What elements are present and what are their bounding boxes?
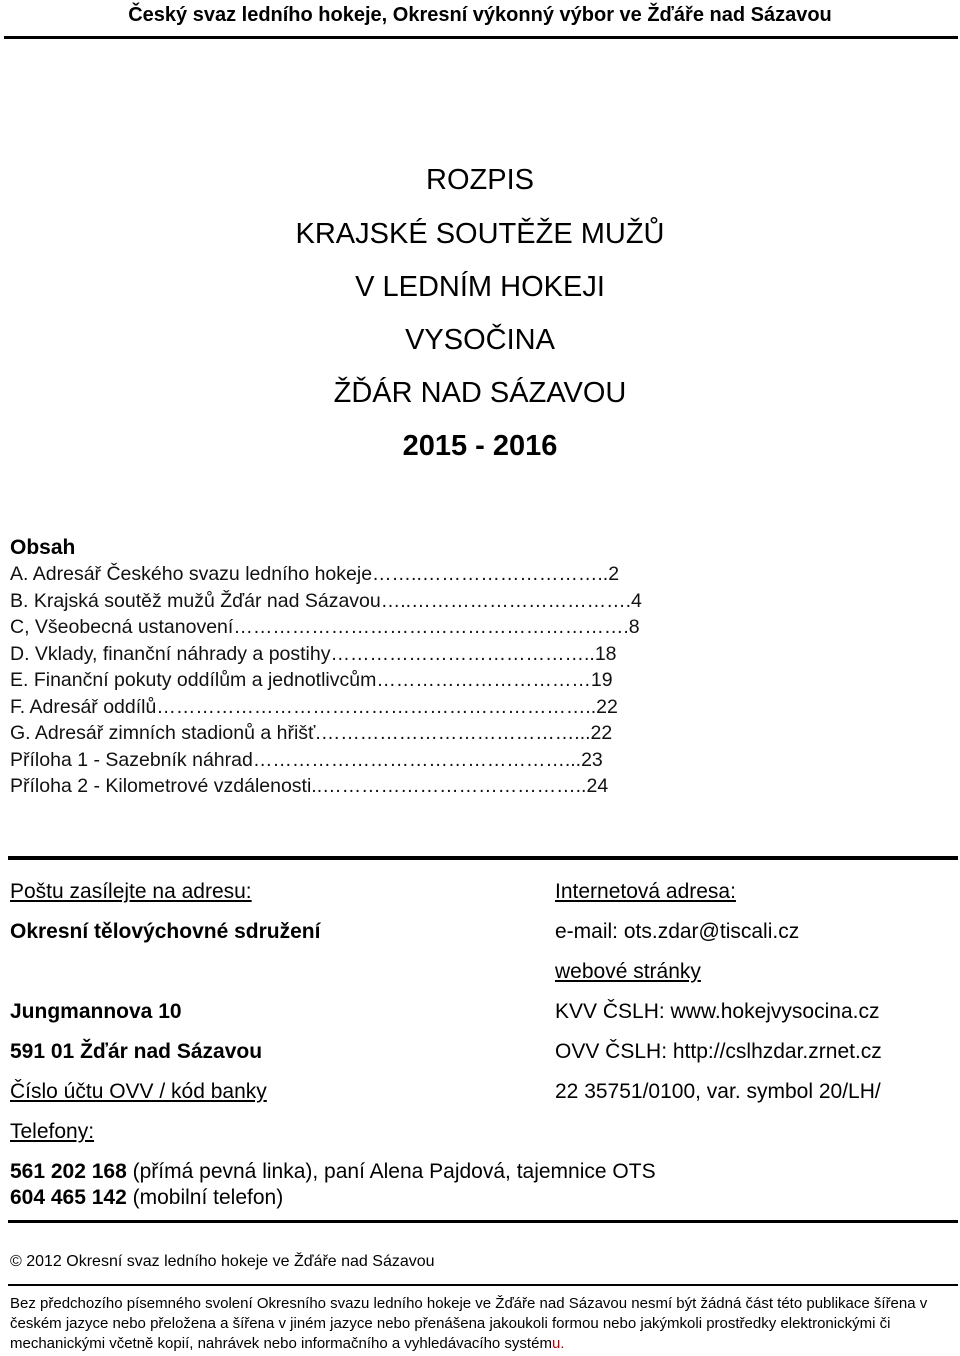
footer-divider — [8, 1220, 958, 1223]
internet-address-label: Internetová adresa: — [555, 880, 736, 903]
legal-notice — [10, 1294, 955, 1354]
bank-account-number: 22 35751/0100, var. symbol 20/LH/ — [555, 1080, 881, 1103]
bank-account-label: Číslo účtu OVV / kód banky — [10, 1080, 267, 1103]
phone-line-1 — [10, 1160, 656, 1184]
copyright-notice: © 2012 Okresní svaz ledního hokeje ve Žďáře nad Sázavou — [10, 1253, 435, 1270]
phones-label: Telefony: — [10, 1120, 95, 1143]
title-line-1: ROZPIS — [426, 164, 534, 196]
title-line-5: ŽĎÁR NAD SÁZAVOU — [333, 377, 627, 409]
header-divider — [4, 36, 958, 39]
toc-heading: Obsah — [10, 536, 76, 559]
organization-name: Okresní tělovýchovné sdružení — [10, 920, 321, 943]
toc-item-appendix-1: Příloha 1 - Sazebník náhrad…………………………………………...23 — [10, 749, 603, 771]
street-address: Jungmannova 10 — [10, 1000, 182, 1023]
toc-item-c: C, Všeobecná ustanovení…………………………………………………….8 — [10, 616, 640, 638]
document-header: Český svaz ledního hokeje, Okresní výkonný výbor ve Žďáře nad Sázavou — [128, 4, 832, 26]
website-label: webové stránky — [555, 960, 701, 983]
footer-divider-2 — [8, 1284, 958, 1286]
section-divider — [8, 856, 958, 860]
city-address: 591 01 Žďár nad Sázavou — [10, 1040, 263, 1063]
toc-item-g: G. Adresář zimních stadionů a hřišť.…………………………………...22 — [10, 722, 613, 744]
legal-notice-text: Bez předchozího písemného svolení Okresního svazu ledního hokeje ve Žďáře nad Sázavou nesmí být žádná část této publikace šířena v českém jazyce nebo přeložena a šířena v jiném jazyce nebo přenášena jakoukoli formou nebo jakýmkoli prostředky elektronickými či mechanickými včetně kopií, nahrávek nebo informačního a vyhledávacího systém — [10, 1295, 928, 1352]
title-line-2: KRAJSKÉ SOUTĚŽE MUŽŮ — [295, 218, 665, 250]
toc-item-f: F. Adresář oddílů…………………………………………………………..22 — [10, 696, 618, 718]
title-line-3: V LEDNÍM HOKEJI — [355, 271, 605, 303]
title-line-4: VYSOČINA — [405, 324, 555, 356]
phone-1-description: (přímá pevná linka), paní Alena Pajdová, tajemnice OTS — [126, 1160, 656, 1183]
season-title: 2015 - 2016 — [402, 430, 558, 462]
phone-1-number: 561 202 168 — [10, 1160, 127, 1183]
phone-line-2 — [10, 1186, 283, 1210]
phone-2-number: 604 465 142 — [10, 1186, 127, 1209]
toc-item-appendix-2: Příloha 2 - Kilometrové vzdálenosti..…………………………………..24 — [10, 775, 609, 797]
post-address-label: Poštu zasílejte na adresu: — [10, 880, 252, 903]
ovv-website: OVV ČSLH: http://cslhzdar.zrnet.cz — [555, 1040, 882, 1063]
toc-item-a: A. Adresář Českého svazu ledního hokeje……..………………………..2 — [10, 563, 620, 585]
phone-2-description: (mobilní telefon) — [126, 1186, 284, 1209]
toc-item-d: D. Vklady, finanční náhrady a postihy…………………………………..18 — [10, 643, 617, 665]
toc-item-e: E. Finanční pokuty oddílům a jednotlivcům……………………………19 — [10, 669, 613, 691]
email-address: e-mail: ots.zdar@tiscali.cz — [555, 920, 800, 943]
legal-notice-ending: u. — [551, 1335, 565, 1352]
kvv-website: KVV ČSLH: www.hokejvysocina.cz — [555, 1000, 880, 1023]
toc-item-b: B. Krajská soutěž mužů Žďár nad Sázavou…..…………………………….4 — [10, 590, 642, 612]
